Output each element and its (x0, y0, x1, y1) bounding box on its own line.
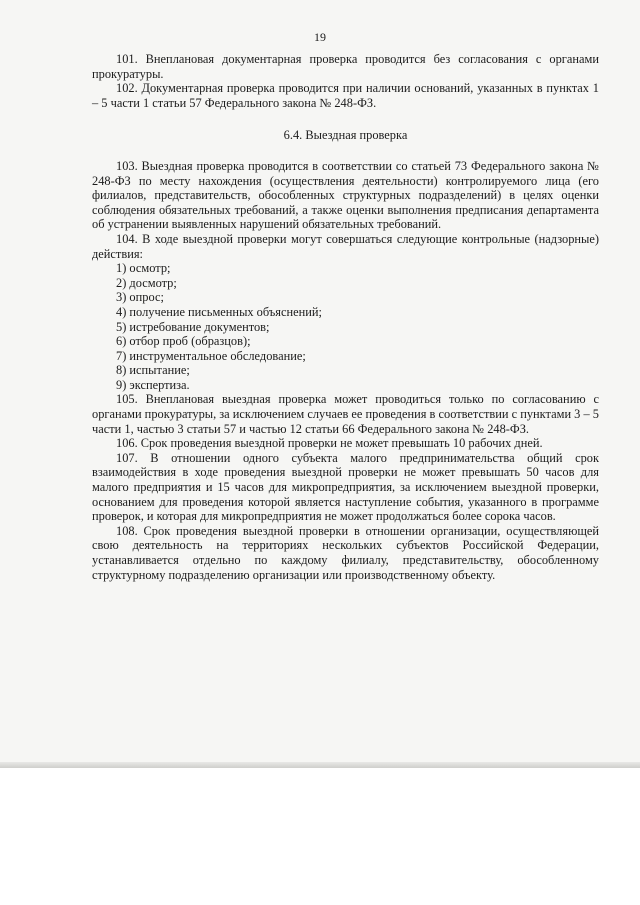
list-item: 4) получение письменных объяснений; (116, 304, 322, 319)
list-item: 9) экспертиза. (116, 377, 190, 392)
paragraph-101: 101. Внеплановая документарная проверка проводится без согласования с органами прокуратуры. (92, 52, 599, 81)
list-item: 6) отбор проб (образцов); (116, 334, 251, 349)
list-item: 3) опрос; (116, 290, 164, 305)
paragraph-104: 104. В ходе выездной проверки могут совершаться следующие контрольные (надзорные) действия: (92, 231, 599, 261)
page-number: 19 (314, 30, 326, 44)
list-item: 5) истребование документов; (116, 319, 270, 334)
list-item: 2) досмотр; (116, 275, 177, 290)
paragraph-108: 108. Срок проведения выездной проверки в отношении организации, осуществляющей свою деятельность на территориях нескольких субъектов Российской Федерации, устанавливается отдельно по каждому филиалу, представительству, обособленному структурному подразделению организации или производственному объекту. (92, 523, 599, 582)
document-body (92, 52, 599, 582)
paragraph-106: 106. Срок проведения выездной проверки не может превышать 10 рабочих дней. (116, 436, 543, 451)
list-item: 7) инструментальное обследование; (116, 348, 306, 363)
list-item: 8) испытание; (116, 363, 190, 378)
actions-list (92, 261, 599, 392)
paragraph-103: 103. Выездная проверка проводится в соответствии со статьей 73 Федерального закона № 248-ФЗ по месту нахождения (осуществления деятельности) контролируемого лица (его филиалов, представительств, обособленных структурных подразделений) в целях оценки соблюдения обязательных требований, а также оценки выполнения предписания департамента об устранении выявленных нарушений обязательных требований. (92, 158, 599, 232)
list-item: 1) осмотр; (116, 261, 171, 276)
paragraph-105: 105. Внеплановая выездная проверка может проводиться только по согласованию с органами прокуратуры, за исключением случаев ее проведения в соответствии с пунктами 3 – 5 части 1, частью 3 статьи 57 и частью 12 статьи 66 Федерального закона № 248-ФЗ. (92, 392, 599, 436)
section-heading: 6.4. Выездная проверка (283, 128, 408, 143)
paragraph-102: 102. Документарная проверка проводится при наличии оснований, указанных в пунктах 1 – 5 части 1 статьи 57 Федерального закона № 248-ФЗ. (92, 81, 599, 110)
paragraph-107: 107. В отношении одного субъекта малого предпринимательства общий срок взаимодействия в ходе проведения выездной проверки не может превышать 50 часов для малого предприятия и 15 часов для микропредприятия, за исключением выездной проверки, основанием для проведения которой является наступление события, указанного в программе проверок, и которая для микропредприятия не может продолжаться более сорока часов. (92, 450, 599, 524)
